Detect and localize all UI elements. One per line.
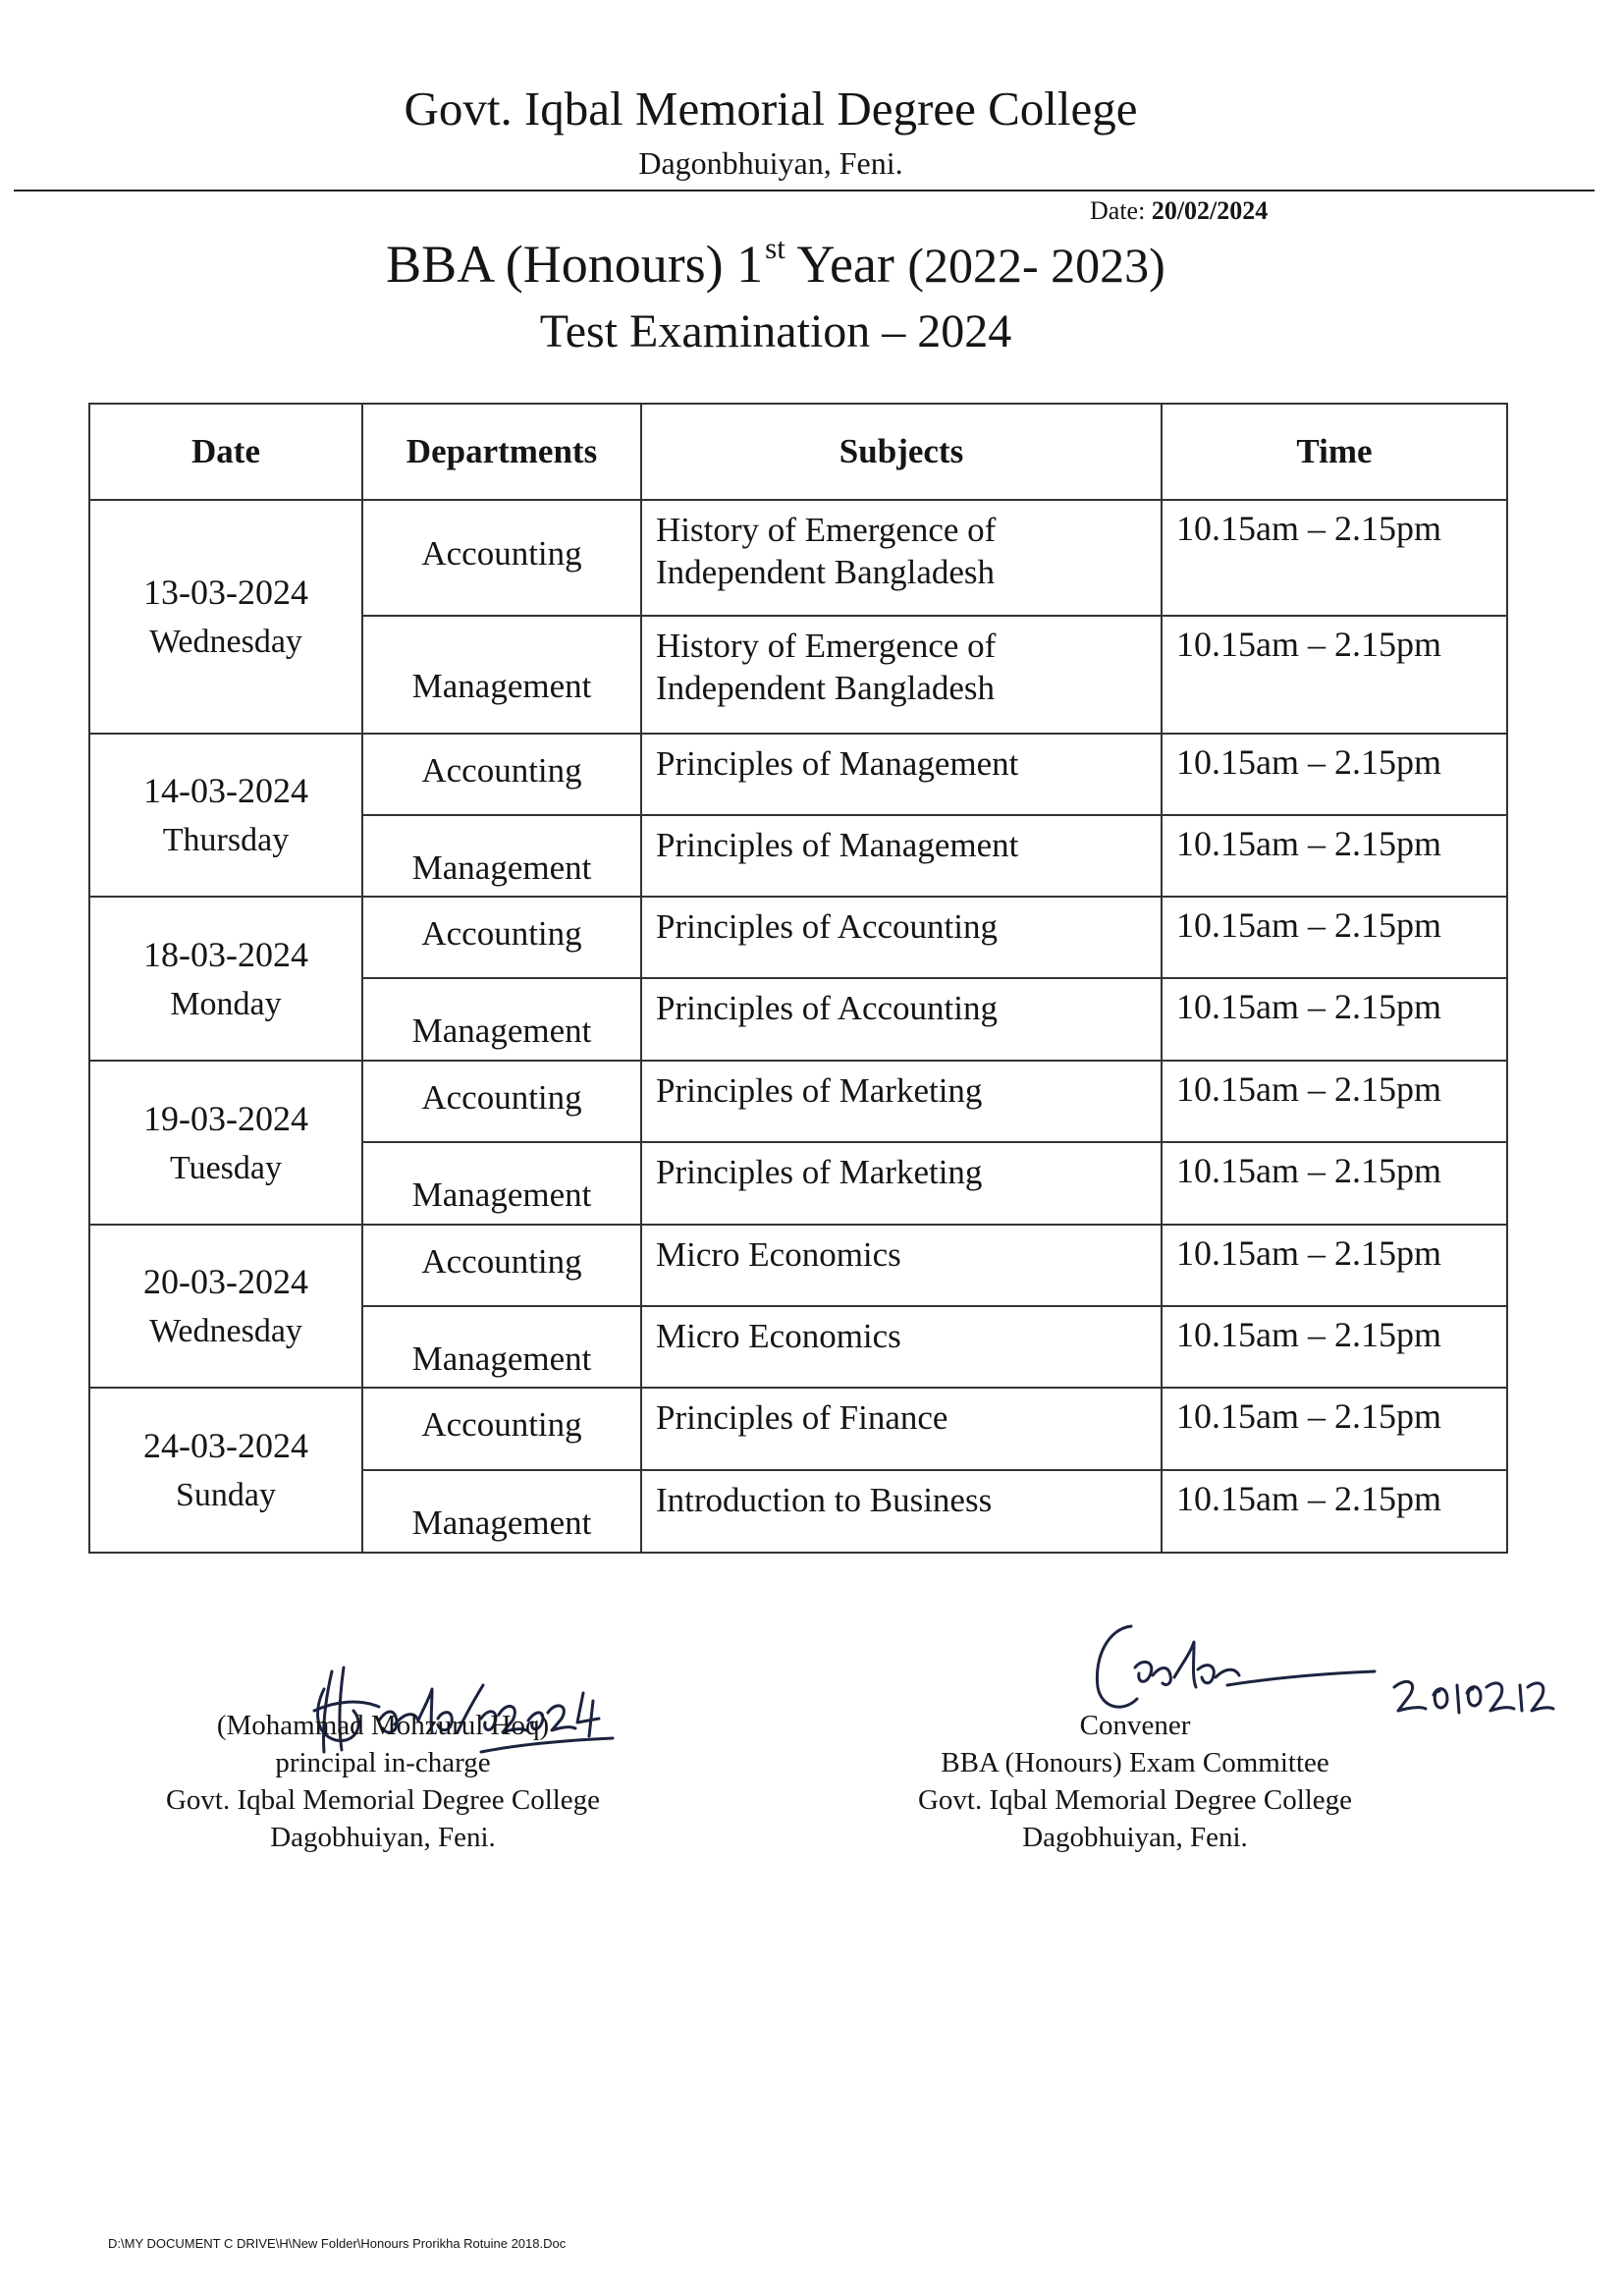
subject-line: History of Emergence of (656, 627, 997, 665)
department-cell (362, 897, 641, 978)
table-row (89, 1061, 1507, 1142)
time-cell: 10.15am – 2.15pm (1162, 500, 1507, 616)
subject-cell: Principles of Accounting (641, 897, 1162, 978)
subject-cell: Principles of Management (641, 734, 1162, 815)
time-cell: 10.15am – 2.15pm (1162, 978, 1507, 1061)
convener-role: Convener (1079, 1710, 1191, 1741)
date-cell (89, 897, 362, 1061)
exam-weekday: Thursday (162, 822, 290, 859)
exam-weekday: Wednesday (149, 624, 302, 661)
department-name: Management (411, 1339, 592, 1378)
department-name: Accounting (421, 1077, 582, 1117)
subject-cell: Principles of Finance (641, 1388, 1162, 1470)
header-date: Date (89, 404, 362, 500)
header-departments: Departments (362, 404, 641, 500)
exam-weekday: Tuesday (170, 1149, 282, 1186)
principal-signature-block (79, 1707, 687, 1856)
department-name: Management (411, 667, 592, 706)
principal-place: Dagobhuiyan, Feni. (270, 1822, 496, 1853)
time-cell: 10.15am – 2.15pm (1162, 616, 1507, 734)
department-name: Management (411, 1503, 592, 1543)
department-cell (362, 978, 641, 1061)
convener-committee: BBA (Honours) Exam Committee (941, 1747, 1329, 1778)
exam-title-ordinal: st (765, 231, 785, 265)
header-subjects: Subjects (641, 404, 1162, 500)
subject-cell (641, 500, 1162, 616)
time-cell: 10.15am – 2.15pm (1162, 1142, 1507, 1225)
time-cell: 10.15am – 2.15pm (1162, 1388, 1507, 1470)
header-divider (14, 190, 1595, 191)
subject-cell: Principles of Accounting (641, 978, 1162, 1061)
time-cell: 10.15am – 2.15pm (1162, 734, 1507, 815)
date-cell (89, 734, 362, 897)
department-name: Management (411, 1175, 592, 1215)
exam-weekday: Sunday (176, 1477, 276, 1514)
exam-weekday: Wednesday (149, 1313, 302, 1350)
principal-name: (Mohammad Mohzurul Hoq) (216, 1710, 550, 1741)
exam-title-year-word: Year (785, 235, 894, 294)
department-cell (362, 1306, 641, 1388)
department-cell (362, 734, 641, 815)
table-row (89, 1388, 1507, 1470)
exam-title (0, 231, 1551, 295)
date-cell (89, 1388, 362, 1553)
subject-cell: Micro Economics (641, 1306, 1162, 1388)
department-cell (362, 1225, 641, 1306)
exam-schedule-table (88, 403, 1508, 1554)
department-name: Management (411, 1011, 592, 1051)
issue-date-value: 20/02/2024 (1151, 196, 1269, 225)
college-name: Govt. Iqbal Memorial Degree College (404, 82, 1138, 136)
subject-cell: Micro Economics (641, 1225, 1162, 1306)
department-cell (362, 815, 641, 897)
date-cell (89, 1061, 362, 1225)
department-name: Accounting (421, 1405, 582, 1445)
department-name: Accounting (421, 1241, 582, 1281)
department-cell (362, 500, 641, 616)
time-cell: 10.15am – 2.15pm (1162, 1225, 1507, 1306)
subject-cell: Principles of Management (641, 815, 1162, 897)
exam-session: (2022- 2023) (907, 238, 1165, 293)
exam-subtitle: Test Examination – 2024 (539, 305, 1012, 357)
time-cell: 10.15am – 2.15pm (1162, 1306, 1507, 1388)
subject-cell (641, 616, 1162, 734)
exam-date: 18-03-2024 (143, 934, 308, 974)
department-name: Accounting (421, 534, 582, 574)
exam-date: 24-03-2024 (143, 1426, 308, 1466)
table-row (89, 897, 1507, 978)
convener-signature-block (831, 1707, 1439, 1856)
subject-line: Independent Bangladesh (656, 553, 996, 592)
subject-line: History of Emergence of (656, 511, 997, 549)
principal-role: principal in-charge (275, 1747, 491, 1778)
table-header-row (89, 404, 1507, 500)
department-cell (362, 616, 641, 734)
date-cell (89, 1225, 362, 1388)
subject-cell: Principles of Marketing (641, 1061, 1162, 1142)
time-cell: 10.15am – 2.15pm (1162, 1470, 1507, 1553)
department-cell (362, 1388, 641, 1470)
header-time: Time (1162, 404, 1507, 500)
exam-date: 19-03-2024 (143, 1098, 308, 1138)
exam-weekday: Monday (170, 985, 282, 1022)
college-location: Dagonbhuiyan, Feni. (638, 145, 903, 181)
exam-date: 13-03-2024 (143, 573, 308, 613)
subject-line: Independent Bangladesh (656, 669, 996, 708)
department-name: Accounting (421, 913, 582, 953)
convener-institution: Govt. Iqbal Memorial Degree College (917, 1784, 1353, 1816)
exam-title-main: BBA (Honours) 1 (386, 235, 764, 294)
time-cell: 10.15am – 2.15pm (1162, 815, 1507, 897)
issue-date (1090, 196, 1268, 226)
principal-institution: Govt. Iqbal Memorial Degree College (165, 1784, 601, 1816)
exam-date: 20-03-2024 (143, 1262, 308, 1302)
table-row (89, 500, 1507, 616)
department-cell (362, 1470, 641, 1553)
subject-cell: Principles of Marketing (641, 1142, 1162, 1225)
exam-date: 14-03-2024 (143, 771, 308, 811)
footer-file-path: D:\MY DOCUMENT C DRIVE\H\New Folder\Honours Prorikha Rotuine 2018.Doc (108, 2236, 567, 2251)
department-name: Accounting (421, 750, 582, 790)
issue-date-label: Date: (1090, 196, 1146, 225)
department-name: Management (411, 847, 592, 887)
table-row (89, 734, 1507, 815)
time-cell: 10.15am – 2.15pm (1162, 897, 1507, 978)
time-cell: 10.15am – 2.15pm (1162, 1061, 1507, 1142)
table-row (89, 1225, 1507, 1306)
date-cell (89, 500, 362, 734)
convener-place: Dagobhuiyan, Feni. (1022, 1822, 1248, 1853)
department-cell (362, 1061, 641, 1142)
subject-cell: Introduction to Business (641, 1470, 1162, 1553)
department-cell (362, 1142, 641, 1225)
